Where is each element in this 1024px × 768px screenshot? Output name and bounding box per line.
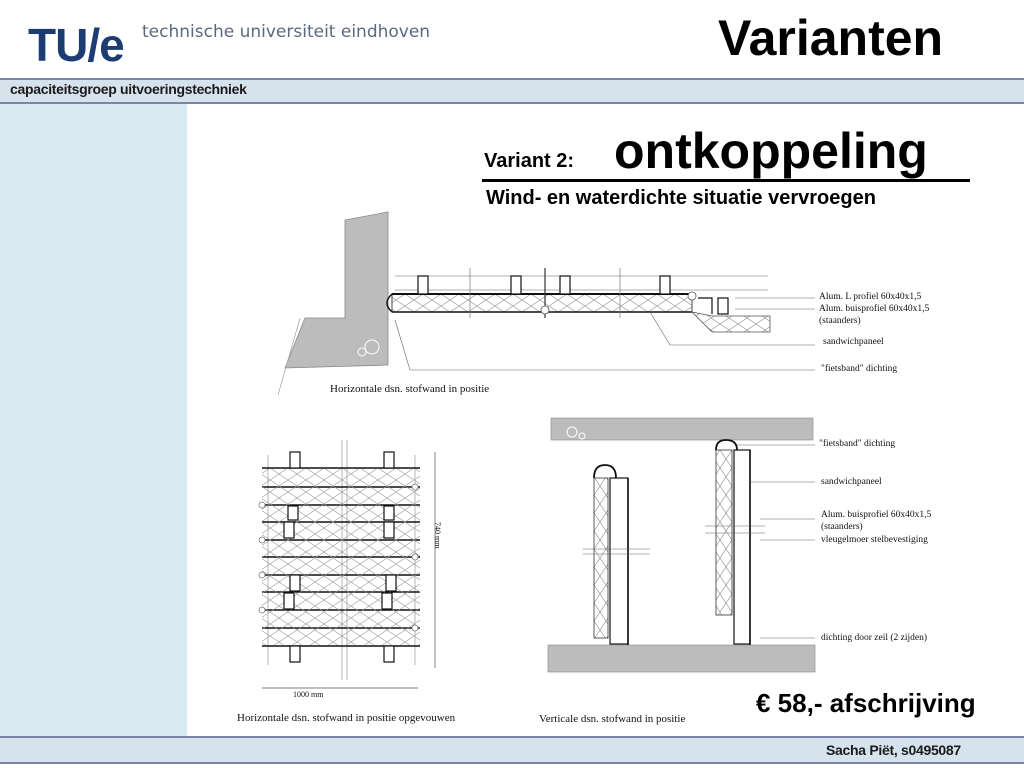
right-drawing — [548, 418, 815, 672]
logo-mark: TU/e — [28, 19, 124, 71]
label-sandwichpaneel-right: sandwichpaneel — [821, 477, 882, 487]
label-staanders-right: (staanders) — [821, 522, 863, 532]
caption-top: Horizontale dsn. stofwand in positie — [330, 383, 490, 395]
variant-name: ontkoppeling — [614, 123, 928, 179]
author: Sacha Piët, s0495087 — [826, 742, 961, 758]
dimension-height: 740 mm — [433, 522, 442, 549]
dimension-width: 1000 mm — [293, 690, 324, 699]
variant-prefix: Variant 2: — [484, 150, 575, 172]
slide-title: Varianten — [718, 10, 944, 66]
label-sandwichpaneel: sandwichpaneel — [823, 337, 884, 347]
label-staanders: (staanders) — [819, 316, 861, 326]
cost-text: € 58,- afschrijving — [756, 688, 976, 718]
caption-right: Verticale dsn. stofwand in positie — [539, 713, 686, 725]
label-fietsband-right: "fietsband" dichting — [819, 439, 896, 449]
top-drawing — [278, 212, 815, 395]
left-drawing — [259, 440, 435, 688]
label-tube-profile: Alum. buisprofiel 60x40x1,5 — [819, 304, 930, 314]
group-name: capaciteitsgroep uitvoeringstechniek — [10, 81, 247, 97]
caption-left: Horizontale dsn. stofwand in positie opgevouwen — [237, 712, 456, 724]
label-fietsband: "fietsband" dichting — [821, 364, 898, 374]
subtitle: Wind- en waterdichte situatie vervroegen — [486, 187, 876, 209]
university-name: technische universiteit eindhoven — [142, 22, 431, 42]
label-tube-profile-right: Alum. buisprofiel 60x40x1,5 — [821, 510, 932, 520]
label-l-profile: Alum. L profiel 60x40x1,5 — [819, 292, 922, 302]
label-zeil: dichting door zeil (2 zijden) — [821, 633, 928, 643]
label-vleugelmoer: vleugelmoer stelbevestiging — [821, 535, 928, 545]
